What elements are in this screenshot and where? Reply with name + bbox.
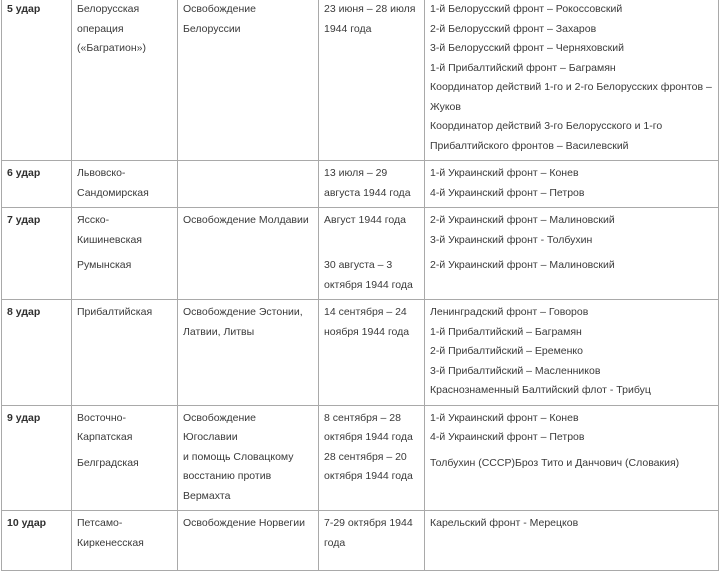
dates-cell: 7-29 октября 1944 года bbox=[319, 511, 425, 571]
operation-cell: Белорусская операция («Багратион») bbox=[72, 0, 178, 161]
strike-number: 6 удар bbox=[2, 161, 72, 208]
operation-cell: Ясско- Кишиневская Румынская bbox=[72, 208, 178, 300]
dates-cell: 13 июля – 29 августа 1944 года bbox=[319, 161, 425, 208]
fronts-cell: 1-й Украинский фронт – Конев 4-й Украинский фронт – Петров Толбухин (СССР)Броз Тито и Данчович (Словакия) bbox=[425, 405, 719, 511]
dates-cell: 14 сентября – 24 ноября 1944 года bbox=[319, 300, 425, 406]
goal-cell: Освобождение Молдавии bbox=[178, 208, 319, 300]
goal-cell: Освобождение Эстонии, Латвии, Литвы bbox=[178, 300, 319, 406]
table-row bbox=[2, 511, 719, 571]
operation-cell: Прибалтийская bbox=[72, 300, 178, 406]
fronts-cell: 1-й Украинский фронт – Конев 4-й Украинский фронт – Петров bbox=[425, 161, 719, 208]
dates-cell: 23 июня – 28 июля 1944 года bbox=[319, 0, 425, 161]
operation-cell: Восточно- Карпатская Белградская bbox=[72, 405, 178, 511]
operation-cell: Львовско- Сандомирская bbox=[72, 161, 178, 208]
goal-cell: Освобождение Белоруссии bbox=[178, 0, 319, 161]
fronts-cell: Ленинградский фронт – Говоров 1-й Прибалтийский – Баграмян 2-й Прибалтийский – Еременко 3-й Прибалтийский – Масленников Краснознаменный Балтийский флот - Трибуц bbox=[425, 300, 719, 406]
operation-cell: Петсамо- Киркенесская bbox=[72, 511, 178, 571]
strike-number: 10 удар bbox=[2, 511, 72, 571]
dates-cell: 8 сентября – 28 октября 1944 года 28 сентября – 20 октября 1944 года bbox=[319, 405, 425, 511]
goal-cell: Освобождение Югославии и помощь Словацкому восстанию против Вермахта bbox=[178, 405, 319, 511]
strike-number: 9 удар bbox=[2, 405, 72, 511]
goal-cell bbox=[178, 161, 319, 208]
offensives-table bbox=[1, 0, 719, 571]
table-row bbox=[2, 0, 719, 161]
fronts-cell: 2-й Украинский фронт – Малиновский 3-й Украинский фронт - Толбухин 2-й Украинский фронт – Малиновский bbox=[425, 208, 719, 300]
table-row bbox=[2, 161, 719, 208]
fronts-cell: Карельский фронт - Мерецков bbox=[425, 511, 719, 571]
strike-number: 7 удар bbox=[2, 208, 72, 300]
strike-number: 8 удар bbox=[2, 300, 72, 406]
goal-cell: Освобождение Норвегии bbox=[178, 511, 319, 571]
table-row bbox=[2, 405, 719, 511]
table-row bbox=[2, 208, 719, 300]
strike-number: 5 удар bbox=[2, 0, 72, 161]
fronts-cell: 1-й Белорусский фронт – Рокоссовский 2-й Белорусский фронт – Захаров 3-й Белорусский фронт – Черняховский 1-й Прибалтийский фронт – Баграмян Координатор действий 1-го и 2-го Белорусских фронтов – Жуков Координатор действий 3-го Белорусского и 1-го Прибалтийского фронтов – Василевский bbox=[425, 0, 719, 161]
dates-cell: Август 1944 года 30 августа – 3 октября 1944 года bbox=[319, 208, 425, 300]
table-row bbox=[2, 300, 719, 406]
